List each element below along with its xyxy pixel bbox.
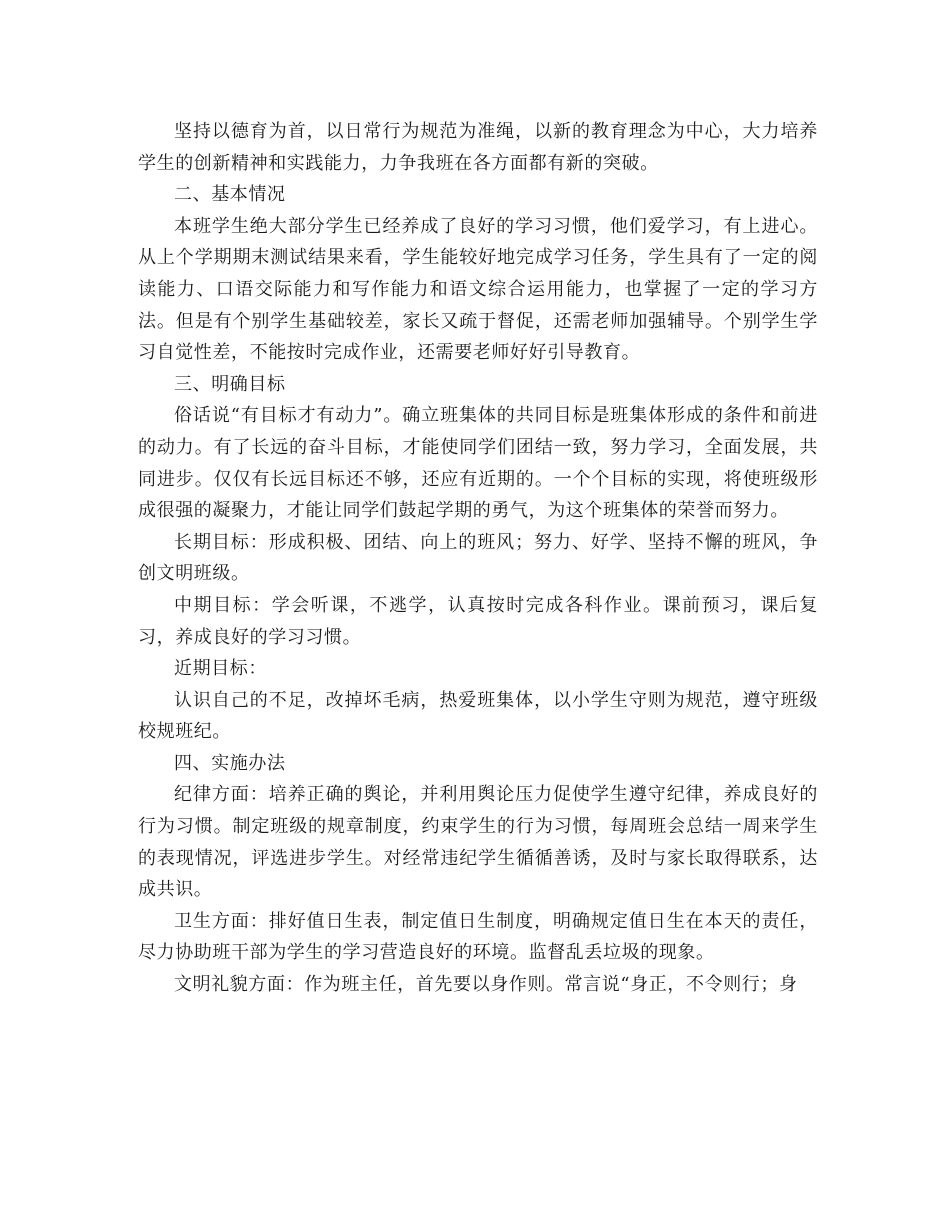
- paragraph-clear-goals: 俗话说“有目标才有动力”。确立班集体的共同目标是班集体形成的条件和前进的动力。有了长远的奋斗目标，才能使同学们团结一致，努力学习，全面发展，共同进步。仅仅有长远目标还不够，还应有近期的。一个个目标的实现，将使班级形成很强的凝聚力，才能让同学们鼓起学期的勇气，为这个班集体的荣誉而努力。: [138, 405, 818, 522]
- paragraph-long-term-goal: 长期目标：形成积极、团结、向上的班风；努力、好学、坚持不懈的班风，争创文明班级。: [138, 531, 818, 585]
- paragraph-short-term-goal-label: 近期目标：: [174, 658, 267, 680]
- paragraph-hygiene: 卫生方面：排好值日生表，制定值日生制度，明确规定值日生在本天的责任，尽力协助班干部为学生的学习营造良好的环境。监督乱丢垃圾的现象。: [138, 910, 818, 964]
- paragraph-discipline: 纪律方面：培养正确的舆论，并利用舆论压力促使学生遵守纪律，养成良好的行为习惯。制定班级的规章制度，约束学生的行为习惯，每周班会总结一周来学生的表现情况，评选进步学生。对经常违纪学生循循善诱，及时与家长取得联系，达成共识。: [138, 784, 818, 901]
- heading-basic-situation: 二、基本情况: [174, 184, 286, 206]
- paragraph-intro: 坚持以德育为首，以日常行为规范为准绳，以新的教育理念为中心，大力培养学生的创新精神和实践能力，力争我班在各方面都有新的突破。: [138, 121, 818, 174]
- heading-clear-goals: 三、明确目标: [174, 373, 286, 395]
- paragraph-mid-term-goal: 中期目标：学会听课，不逃学，认真按时完成各科作业。课前预习，课后复习，养成良好的学习习惯。: [138, 594, 818, 648]
- paragraph-courtesy: 文明礼貌方面：作为班主任，首先要以身作则。常言说“身正，不令则行；身: [174, 974, 798, 996]
- document-page: [138, 116, 818, 1001]
- paragraph-basic-situation: 本班学生绝大部分学生已经养成了良好的学习习惯，他们爱学习，有上进心。从上个学期期末测试结果来看，学生能较好地完成学习任务，学生具有了一定的阅读能力、口语交际能力和写作能力和语文综合运用能力，也掌握了一定的学习方法。但是有个别学生基础较差，家长又疏于督促，还需老师加强辅导。个别学生学习自觉性差，不能按时完成作业，还需要老师好好引导教育。: [138, 215, 818, 364]
- heading-implementation: 四、实施办法: [174, 752, 286, 774]
- paragraph-short-term-goal: 认识自己的不足，改掉坏毛病，热爱班集体，以小学生守则为规范，遵守班级校规班纪。: [138, 689, 818, 743]
